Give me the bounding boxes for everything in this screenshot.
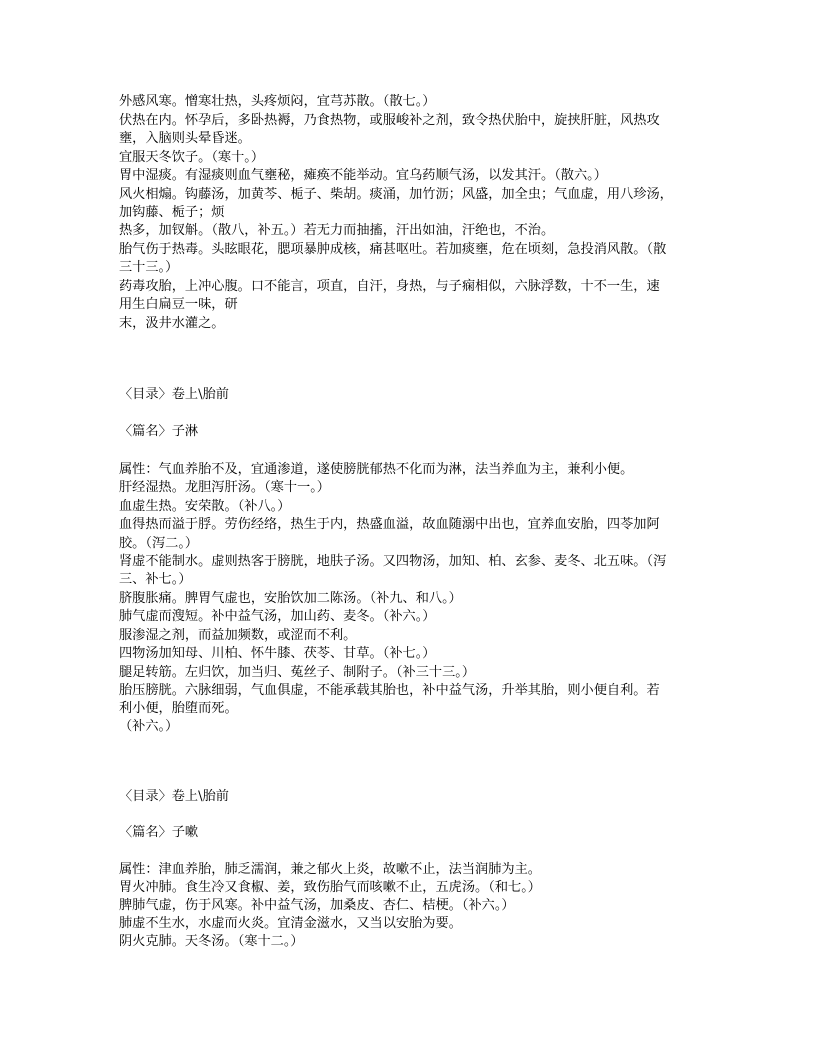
text-line: 血得热而溢于脬。劳伤经络，热生于内，热盛血溢，故血随溺中出也，宜养血安胎，四苓加阿	[119, 517, 660, 532]
chapter-title: 〈篇名〉子嗽	[119, 825, 199, 840]
text-line: （补六。）	[119, 719, 179, 734]
text-line: 四物汤加知母、川柏、怀牛膝、茯苓、甘草。（补七。）	[119, 646, 436, 661]
text-line: 胶。（泻二。）	[119, 536, 199, 551]
text-line: 加钩藤、栀子；烦	[119, 205, 225, 220]
text-line: 肝经湿热。龙胆泻肝汤。（寒十一。）	[119, 480, 330, 495]
catalog-heading: 〈目录〉卷上\胎前	[119, 387, 229, 402]
text-line: 肺气虚而溲短。补中益气汤，加山药、麦冬。（补六。）	[119, 609, 436, 624]
text-line: 腿足转筋。左归饮，加当归、菟丝子、制附子。（补三十三。）	[119, 665, 476, 680]
text-line: 热多，加钗斛。（散八，补五。）若无力而抽搐，汗出如油，汗绝也，不治。	[119, 223, 555, 238]
text-line: 三、补七。）	[119, 572, 192, 587]
text-line: 宜服天冬饮子。（寒十。）	[119, 150, 265, 165]
text-line: 脾肺气虚，伤于风寒。补中益气汤，加桑皮、杏仁、桔梗。（补六。）	[119, 898, 515, 913]
text-line: 服渗湿之剂，而益加频数，或涩而不利。	[119, 628, 357, 643]
text-line: 末，汲井水灌之。	[119, 316, 225, 331]
text-line: 壅，入脑则头晕昏迷。	[119, 131, 251, 146]
text-line: 属性：气血养胎不及，宜通渗道，遂使膀胱郁热不化而为淋，法当养血为主，兼利小便。	[119, 462, 634, 477]
text-line: 药毒攻胎，上冲心腹。口不能言，项直，自汗，身热，与子痫相似，六脉浮数，十不一生，速	[119, 279, 660, 294]
text-line: 风火相煽。钩藤汤，加黄芩、栀子、柴胡。痰涌，加竹沥；风盛，加全虫；气血虚，用八珍汤，	[119, 187, 673, 202]
text-line: 肾虚不能制水。虚则热客于膀胱，地肤子汤。又四物汤，加知、柏、玄参、麦冬、北五味。（泻	[119, 554, 667, 569]
text-line: 利小便，胎堕而死。	[119, 701, 238, 716]
text-line: 伏热在内。怀孕后，多卧热褥，乃食热物，或服峻补之剂，致令热伏胎中，旋挟肝脏，风热攻	[119, 113, 660, 128]
text-line: 肺虚不生水，水虚而火炎。宜清金滋水，又当以安胎为要。	[119, 916, 462, 931]
text-line: 胃火冲肺。食生冷又食椒、姜，致伤胎气而咳嗽不止，五虎汤。（和七。）	[119, 880, 541, 895]
text-line: 脐腹胀痛。脾胃气虚也，安胎饮加二陈汤。（补九、和八。）	[119, 591, 462, 606]
text-line: 用生白扁豆一味，研	[119, 297, 238, 312]
catalog-heading: 〈目录〉卷上\胎前	[119, 789, 229, 804]
text-line: 三十三。）	[119, 260, 179, 275]
text-line: 胃中湿痰。有湿痰则血气壅秘，瘫痪不能举动。宜乌药顺气汤，以发其汗。（散六。）	[119, 168, 607, 183]
text-line: 血虚生热。安荣散。（补八。）	[119, 499, 291, 514]
text-line: 胎气伤于热毒。头眩眼花，腮项暴肿成核，痛甚呕吐。若加痰壅，危在顷刻，急投消风散。（散	[119, 242, 667, 257]
text-line: 外感风寒。憎寒壮热，头疼烦闷，宜芎苏散。（散七。）	[119, 94, 436, 109]
text-line: 胎压膀胱。六脉细弱，气血俱虚，不能承载其胎也，补中益气汤，升举其胎，则小便自利。若	[119, 683, 660, 698]
chapter-title: 〈篇名〉子淋	[119, 424, 199, 439]
text-line: 阴火克肺。天冬汤。（寒十二。）	[119, 934, 304, 949]
text-line: 属性：津血养胎，肺乏濡润，兼之郁火上炎，故嗽不止，法当润肺为主。	[119, 862, 541, 877]
